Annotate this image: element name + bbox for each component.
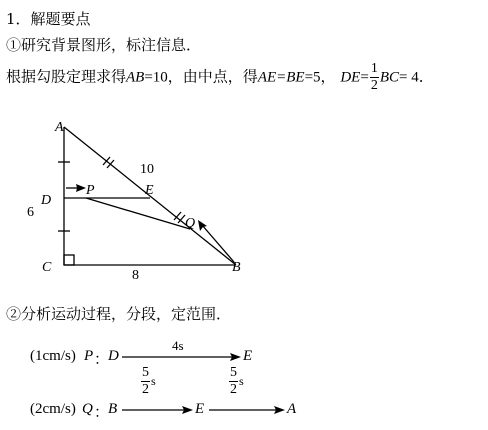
segment-bc: BC [379, 69, 399, 86]
length-cb: 8 [132, 268, 139, 283]
segment-de: DE [340, 69, 361, 86]
p-from-d: D [108, 348, 119, 364]
colon-q: ： [94, 403, 110, 421]
fraction-numerator: 1 [370, 61, 378, 76]
q-time-2-den: 2 [230, 382, 237, 397]
label-a: A [55, 120, 64, 135]
p-time: 4s [172, 338, 184, 353]
colon-p: ： [94, 350, 110, 368]
ae-be-value: =5， [304, 69, 336, 86]
heading: 1．解题要点 [6, 10, 91, 28]
length-ab: 10 [140, 162, 154, 177]
q-time-1-unit: s [151, 374, 156, 388]
sentence-prefix: 根据勾股定理求得 [6, 67, 127, 86]
step-2: ②分析运动过程，分段，定范围． [6, 305, 232, 323]
label-d: D [41, 193, 52, 208]
label-b: B [232, 260, 241, 275]
length-ac: 6 [27, 205, 34, 220]
q-mid-e: E [195, 401, 205, 417]
fraction-denominator: 2 [370, 78, 378, 93]
segment-ae-be: AE=BE [257, 69, 305, 86]
equals-2: = 4． [398, 69, 434, 86]
segment-ab: AB [126, 69, 145, 86]
label-c: C [42, 260, 52, 275]
q-time-2-unit: s [239, 374, 244, 388]
q-time-2-num: 5 [230, 365, 237, 380]
label-q: Q [185, 216, 196, 231]
label-e: E [145, 183, 154, 198]
q-to-a: A [287, 401, 297, 417]
q-time-1-num: 5 [142, 365, 149, 380]
speed-q: (2cm/s) [30, 401, 76, 417]
q-from-b: B [108, 401, 118, 417]
point-q: Q [82, 401, 93, 417]
equals-1: = [360, 69, 369, 86]
ab-value: =10，由中点，得 [144, 69, 258, 86]
p-to-e: E [243, 348, 253, 364]
point-p: P [84, 348, 94, 364]
q-time-1-den: 2 [142, 382, 149, 397]
speed-p: (1cm/s) [30, 348, 76, 364]
step-1: ①研究背景图形，标注信息． [6, 36, 202, 54]
label-p: P [86, 183, 95, 198]
